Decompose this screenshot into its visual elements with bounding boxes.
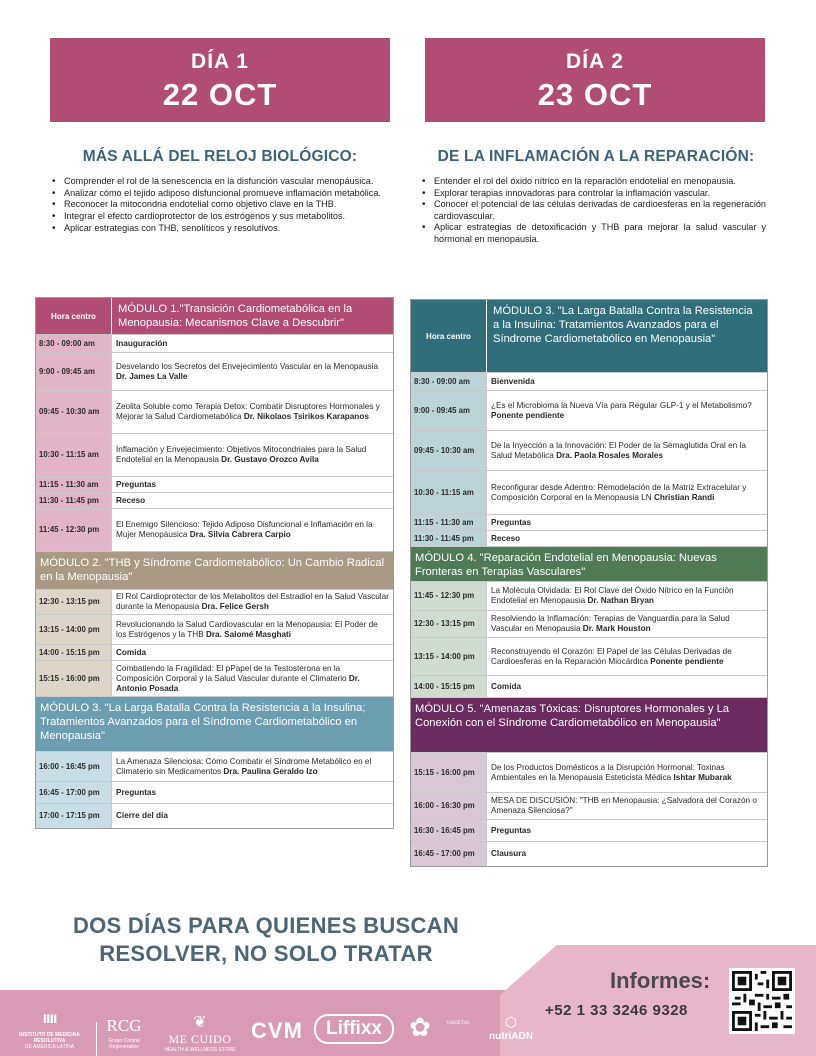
row-text: Comida: [491, 681, 522, 691]
row-time: 09:45 - 10:30 am: [411, 431, 487, 470]
row-text: [491, 586, 763, 606]
row-desc: [112, 353, 393, 390]
row-time: 10:30 - 11:15 am: [411, 471, 487, 514]
mecuido-logo: [160, 1012, 240, 1053]
flower-logo-icon: [400, 1012, 440, 1043]
schedule-row: [36, 590, 393, 615]
row-time: 9:00 - 09:45 am: [411, 391, 487, 430]
varietas-logo-text: VARIETAS: [446, 1021, 470, 1026]
row-desc: [487, 753, 767, 792]
row-speaker: Ishtar Mubarak: [673, 772, 732, 782]
schedule-row: [36, 434, 393, 477]
day2-label: DÍA 2: [566, 50, 624, 73]
schedule-row: [411, 431, 767, 471]
row-time: 11:30 - 11:45 pm: [411, 531, 487, 546]
objective-item: • Reconocer la mitocondria endotelial como objetivo clave en la THB.: [48, 199, 388, 210]
objective-item: • Entender el rol del óxido nítrico en la reparación endotelial en menopausia.: [418, 176, 766, 187]
schedule-row: [36, 335, 393, 353]
objective-item: • Conocer el potencial de las células derivadas de cardioesferas en la regeneración cardiovascular.: [418, 199, 766, 221]
row-text: [116, 445, 389, 465]
row-speaker: Dr. Antonio Posada: [116, 673, 360, 693]
row-desc: [487, 391, 767, 430]
dna-icon: ⬡: [504, 1014, 518, 1030]
row-text: Inauguración: [116, 338, 168, 348]
row-time: 09:45 - 10:30 am: [36, 391, 112, 433]
row-speaker: Dra. Paulina Geraldo Izo: [223, 766, 318, 776]
row-desc: [112, 493, 393, 508]
row-text: [116, 757, 389, 777]
row-speaker: Dr. Gustavo Orozco Avila: [221, 455, 319, 464]
row-desc: [487, 611, 767, 637]
hora-centro-label: Hora centro: [36, 298, 112, 334]
row-talk: Resolviendo la Inflamación: Terapias de Vanguardia para la Salud Vascular en Menopausia: [491, 614, 730, 633]
module3-header: [411, 300, 767, 373]
row-talk: El Enemigo Silencioso: Tejido Adiposo Disfuncional e Inflamación en la Mujer Menopáusica: [116, 520, 373, 539]
schedule-row: [411, 531, 767, 547]
row-desc: [112, 782, 393, 803]
row-time: 9:00 - 09:45 am: [36, 353, 112, 390]
row-time: 16:00 - 16:45 pm: [36, 752, 112, 781]
tagline: [56, 912, 476, 968]
schedule-row: [36, 353, 393, 391]
row-time: 11:15 - 11:30 am: [36, 477, 112, 492]
nutriadn-logo: [480, 1014, 542, 1042]
leaf-icon: ❦: [193, 1014, 207, 1031]
schedule-row: [36, 661, 393, 697]
row-text: [116, 620, 389, 640]
module3-title: MÓDULO 3. "La Larga Batalla Contra la Resistencia a la Insulina; Tratamientos Avanzados para el Síndrome Cardiometabólico en Menopausia": [36, 697, 393, 752]
day2-schedule-table: [410, 299, 768, 867]
row-desc: [487, 820, 767, 841]
row-speaker: Dr. James La Valle: [116, 371, 188, 381]
objective-item: • Aplicar estrategias de detoxificación y THB para mejorar la salud vascular y hormonal en menopausia.: [418, 222, 766, 244]
rcg-logo-text: RCG: [106, 1016, 142, 1035]
row-desc: [487, 582, 767, 610]
row-text: [491, 614, 763, 634]
row-desc: [112, 590, 393, 614]
row-text: [116, 520, 389, 540]
imr-logo-name: INSTITUTO DE MEDICINA RESOLUTIVA: [19, 1032, 80, 1044]
row-desc: [487, 471, 767, 514]
row-time: 14:00 - 15:15 pm: [411, 676, 487, 697]
row-time: 13:15 - 14:00 pm: [36, 615, 112, 644]
qr-code-icon[interactable]: [729, 968, 795, 1034]
hora-centro-label: Hora centro: [411, 300, 487, 372]
row-desc: [487, 676, 767, 697]
row-time: 12:30 - 13:15 pm: [411, 611, 487, 637]
row-talk: ¿Es el Microbioma la Nueva Vía para Regular GLP-1 y el Metabolismo?: [491, 400, 752, 410]
row-talk: De los Productos Domésticos a la Disrupción Hormonal: Toxinas Ambientales en la Menopausia Esteticista Médica: [491, 762, 725, 782]
row-time: 11:15 - 11:30 am: [411, 515, 487, 530]
day1-title: MÁS ALLÁ DEL RELOJ BIOLÓGICO:: [82, 148, 358, 165]
liffixx-logo: [314, 1014, 394, 1044]
row-time: 10:30 - 11:15 am: [36, 434, 112, 476]
row-desc: [487, 842, 767, 866]
row-desc: [112, 391, 393, 433]
row-talk: Combatiendo la Fragilidad: El pPapel de la Testosterona en la Composición Corporal y la Salud Vascular durante el Climaterio: [116, 663, 349, 683]
row-speaker: Dr. Mark Houston: [582, 624, 651, 633]
schedule-row: [411, 793, 767, 820]
row-speaker: Dra. Silvia Cabrera Carpio: [189, 530, 291, 539]
nutriadn-logo-text: nutriADN: [489, 1031, 533, 1042]
schedule-row: [36, 645, 393, 661]
module1-title: MÓDULO 1."Transición Cardiometabólica en la Menopausia: Mecanismos Clave a Descubrir": [112, 298, 393, 334]
module1-header: [36, 298, 393, 335]
day2-date: 23 OCT: [537, 77, 653, 112]
day2-objectives: [418, 176, 766, 245]
schedule-row: [411, 820, 767, 842]
row-desc: [487, 373, 767, 390]
row-talk: Desvelando los Secretos del Envejecimiento Vascular en la Menopausia: [116, 361, 378, 371]
row-talk: Revolucionando la Salud Cardiovascular en la Menopausia: El Poder de los Estrógenos y la THB: [116, 619, 378, 639]
day1-objectives: [48, 176, 388, 235]
objective-item: • Analizar cómo el tejido adiposo disfuncional promueve inflamación metabólica.: [48, 188, 388, 199]
objective-item: • Comprender el rol de la senescencia en la disfunción vascular menopáusica.: [48, 176, 388, 187]
cvm-logo-text: CVM: [251, 1018, 303, 1043]
row-time: 16:45 - 17:00 pm: [411, 842, 487, 866]
row-text: [116, 402, 389, 422]
row-speaker: Dra. Felice Gersh: [201, 602, 269, 611]
row-desc: [112, 645, 393, 660]
day1-header: [50, 38, 390, 122]
row-time: 8:30 - 09:00 am: [36, 335, 112, 352]
row-text: Receso: [116, 495, 146, 505]
day1-schedule-table: [35, 297, 394, 829]
row-speaker: Christian Randi: [653, 492, 715, 502]
schedule-row: [411, 842, 767, 866]
schedule-row: [36, 782, 393, 804]
row-talk: El Rol Cardioprotector de los Metabolitos del Estradiol en la Salud Vascular durante la Menopausia: [116, 592, 389, 611]
row-desc: [112, 661, 393, 696]
row-time: 11:45 - 12:30 pm: [36, 509, 112, 551]
row-time: 16:45 - 17:00 pm: [36, 782, 112, 803]
row-text: [491, 647, 763, 667]
row-time: 11:45 - 12:30 pm: [411, 582, 487, 610]
objective-item: • Integrar el efecto cardioprotector de los estrógenos y sus metabolitos.: [48, 211, 388, 222]
row-time: 13:15 - 14:00 pm: [411, 638, 487, 675]
row-talk: Inflamación y Envejecimiento: Objetivos Mitocondriales para la Salud Endotelial en la Menopausia: [116, 445, 367, 464]
schedule-row: [411, 391, 767, 431]
row-speaker: Dr. Nikolaos Tsirikos Karapanos: [243, 412, 369, 421]
row-text: MESA DE DISCUSIÓN: "THB en Menopausia: ¿Salvadora del Corazón o Amenaza Silenciosa?": [491, 796, 757, 815]
schedule-row: [36, 615, 393, 645]
row-text: [116, 664, 389, 694]
row-time: 11:30 - 11:45 pm: [36, 493, 112, 508]
row-text: Preguntas: [491, 517, 532, 527]
row-time: 15:15 - 16:00 pm: [411, 753, 487, 792]
row-speaker: Dr. Nathan Bryan: [587, 596, 654, 605]
row-desc: [112, 752, 393, 781]
rcg-logo: [104, 1016, 144, 1050]
schedule-row: [411, 753, 767, 793]
row-time: 16:00 - 16:30 pm: [411, 793, 487, 819]
row-speaker: Dra. Salomé Masghati: [205, 629, 292, 639]
liffixx-logo-text: Liffixx: [314, 1014, 394, 1044]
imr-logo: [12, 1010, 87, 1050]
flower-icon: ✿: [409, 1012, 431, 1042]
qr-code-graphic: [732, 971, 792, 1031]
row-text: [491, 483, 763, 503]
tagline-line-1: DOS DÍAS PARA QUIENES BUSCAN: [72, 913, 460, 938]
row-text: Comida: [116, 647, 147, 657]
row-talk: Reconfigurar desde Adentro: Remodelación de la Matriz Extracelular y Composición Corporal en la Menopausia LN: [491, 482, 747, 502]
schedule-row: [411, 611, 767, 638]
row-text: Preguntas: [491, 825, 532, 835]
schedule-row: [411, 373, 767, 391]
row-speaker: Ponente pendiente: [491, 410, 565, 420]
row-time: 14:00 - 15:15 pm: [36, 645, 112, 660]
row-text: [491, 441, 763, 461]
row-text: [491, 401, 763, 421]
schedule-row: [411, 676, 767, 698]
logo-divider: [96, 1022, 97, 1056]
imr-logo-sub: DE AMÉRICA LATINA: [24, 1044, 75, 1050]
row-text: Clausura: [491, 849, 527, 858]
schedule-row: [36, 752, 393, 782]
schedule-row: [411, 515, 767, 531]
schedule-row: [36, 391, 393, 434]
row-talk: Reconstruyendo el Corazón: El Papel de las Células Derivadas de Cardioesferas en la Reparación Miocárdica: [491, 646, 732, 666]
row-desc: [112, 615, 393, 644]
row-time: 16:30 - 16:45 pm: [411, 820, 487, 841]
row-desc: [112, 804, 393, 828]
day1-date: 22 OCT: [162, 77, 278, 112]
row-desc: [487, 793, 767, 819]
module2-title: MÓDULO 2. "THB y Síndrome Cardiometabólico: Un Cambio Radical en la Menopausia": [36, 552, 393, 590]
schedule-row: [36, 804, 393, 828]
module5-title: MÓDULO 5. "Amenazas Tóxicas: Disruptores Hormonales y La Conexión con el Síndrome Cardiometabólico en Menopausia": [411, 698, 767, 753]
row-desc: [112, 509, 393, 551]
row-desc: [487, 638, 767, 675]
row-text: Cierre del día: [116, 811, 168, 820]
row-desc: [487, 515, 767, 530]
row-time: 17:00 - 17:15 pm: [36, 804, 112, 828]
row-text: Bienvenida: [491, 376, 535, 386]
row-text: Preguntas: [116, 479, 157, 489]
schedule-row: [411, 471, 767, 515]
schedule-row: [36, 493, 393, 509]
row-talk: La Molécula Olvidada: El Rol Clave del Óxido Nítrico en la Función Endotelial en Menopausia: [491, 586, 734, 605]
informes-label: Informes:: [610, 968, 711, 993]
row-speaker: Dra. Paola Rosales Morales: [556, 450, 664, 460]
row-desc: [112, 434, 393, 476]
row-talk: La Amenaza Silenciosa: Cómo Combatir el Síndrome Metabólico en el Climaterio sin Medicamentos: [116, 756, 372, 776]
schedule-row: [36, 509, 393, 552]
mecuido-logo-text: ME CUIDO: [168, 1032, 232, 1046]
row-talk: De la Inyección a la Innovación: El Poder de la Semaglutida Oral en la Salud Metabólica: [491, 440, 746, 460]
row-desc: [112, 335, 393, 352]
row-time: 8:30 - 09:00 am: [411, 373, 487, 390]
row-time: 15:15 - 16:00 pm: [36, 661, 112, 696]
row-text: Receso: [491, 533, 521, 543]
mecuido-logo-sub: HEALTH & WELLNESS STORE: [164, 1047, 236, 1053]
row-desc: [112, 477, 393, 492]
row-text: [491, 763, 763, 783]
tagline-line-2: RESOLVER, NO SOLO TRATAR: [99, 941, 433, 966]
day1-label: DÍA 1: [191, 50, 249, 73]
imr-logo-mark-icon: ıııı: [42, 1010, 57, 1027]
module3-title: MÓDULO 3. "La Larga Batalla Contra la Resistencia a la Insulina: Tratamientos Avanzados para el Síndrome Cardiometabólico en Menopausia": [487, 300, 767, 372]
varietas-logo: [438, 1006, 478, 1027]
row-text: [116, 362, 389, 382]
schedule-row: [411, 582, 767, 611]
module4-title: MÓDULO 4. "Reparación Endotelial en Menopausia: Nuevas Fronteras en Terapias Vasculares": [411, 547, 767, 582]
phone-number[interactable]: +52 1 33 3246 9328: [545, 1002, 688, 1019]
row-speaker: Ponente pendiente: [650, 656, 724, 666]
row-desc: [487, 431, 767, 470]
schedule-row: [411, 638, 767, 676]
day2-header: [425, 38, 765, 122]
row-time: 12:30 - 13:15 pm: [36, 590, 112, 614]
objective-item: • Explorar terapias innovadoras para controlar la inflamación vascular.: [418, 188, 766, 199]
cvm-logo: [245, 1018, 309, 1044]
row-talk: Zeolita Soluble como Terapia Detox: Combatir Disruptores Hormonales y Mejorar la Salud Cardiometabólica: [116, 402, 380, 421]
day2-title: DE LA INFLAMACIÓN A LA REPARACIÓN:: [437, 148, 755, 165]
objective-item: • Aplicar estrategias con THB, senolíticos y resolutivos.: [48, 223, 388, 234]
row-text: [116, 592, 389, 612]
rcg-logo-sub: Grupo Central Regenerativo: [108, 1038, 140, 1050]
schedule-row: [36, 477, 393, 493]
row-text: Preguntas: [116, 787, 157, 797]
row-desc: [487, 531, 767, 546]
